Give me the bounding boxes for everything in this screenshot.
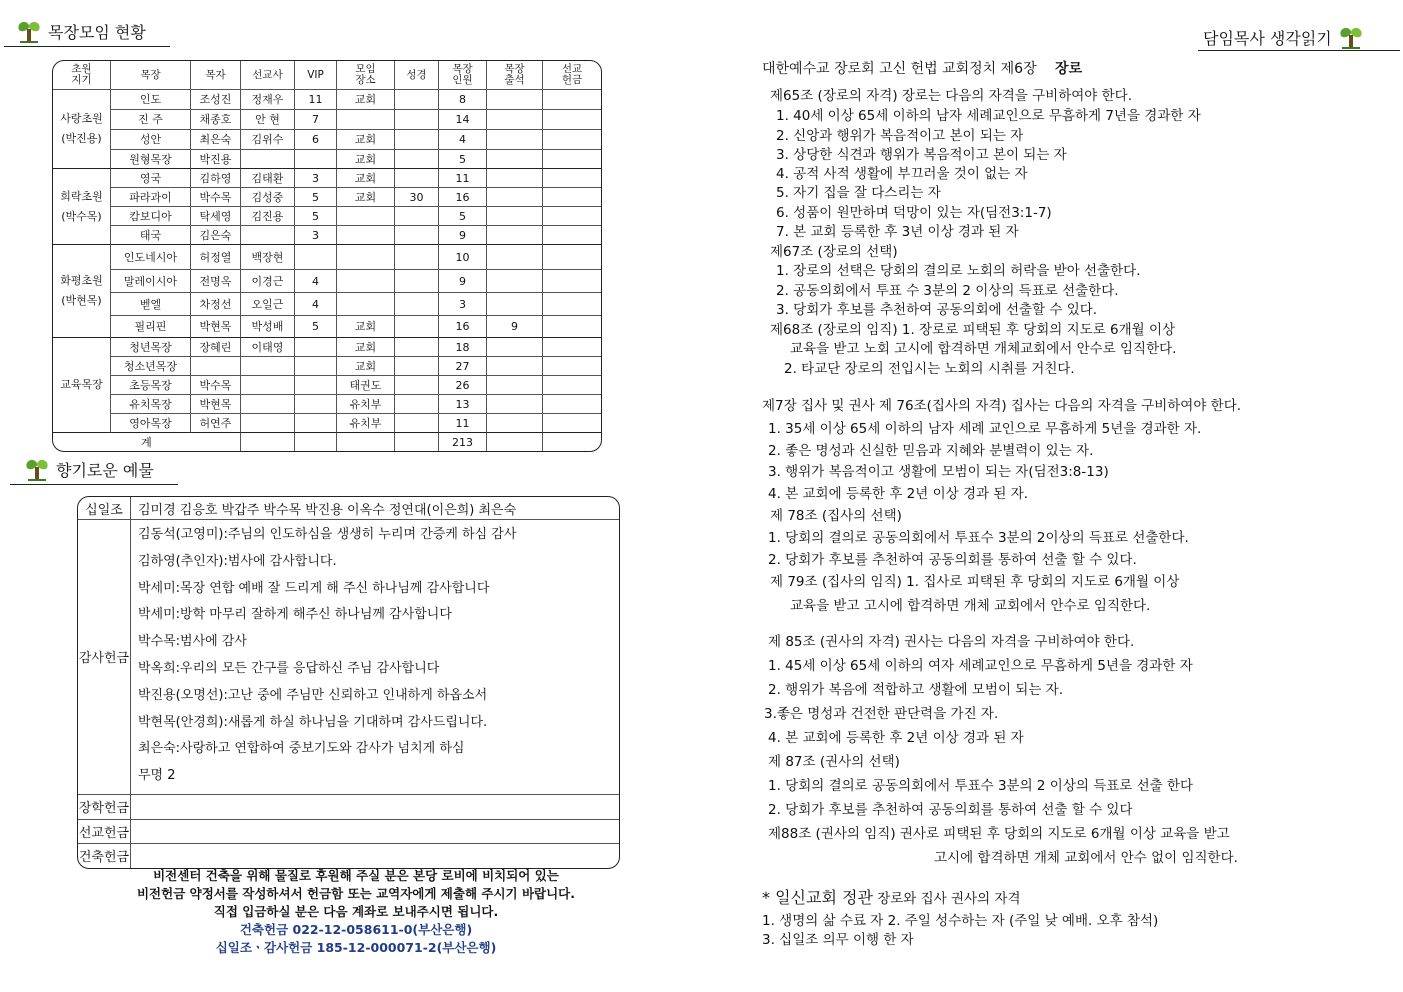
cell-mission-offering	[543, 110, 601, 130]
total-row	[53, 433, 601, 451]
table-row	[53, 395, 601, 414]
table-row	[53, 207, 601, 226]
tree-icon	[1340, 27, 1362, 49]
constitution-line: 교육을 받고 노회 고시에 합격하면 개체교회에서 안수로 임직한다.	[790, 341, 1177, 357]
cell-mokjang: 초등목장	[111, 376, 191, 395]
table-row	[53, 169, 601, 188]
constitution-line: 6. 성품이 원만하며 덕망이 있는 자(딤전3:1-7)	[776, 205, 1052, 221]
cell-place: 교회	[337, 90, 395, 110]
cell-mokja: 박수목	[191, 188, 241, 207]
constitution-line: 3. 당회가 후보를 추천하여 공동의회에 선출할 수 있다.	[776, 302, 1098, 318]
thanks-label: 감사헌금	[78, 520, 131, 795]
cell-attend	[487, 188, 543, 207]
cell-attend	[487, 357, 543, 376]
constitution-line: 7. 본 교회 등록한 후 3년 이상 경과 된 자	[776, 224, 1019, 240]
constitution-line: 2. 신앙과 행위가 복음적이고 본이 되는 자	[776, 128, 1024, 144]
cell-missionary: 정재우	[241, 90, 295, 110]
notice-line: 비전헌금 약정서를 작성하셔서 헌금함 또는 교역자에게 제출해 주시기 바랍니다.	[136, 886, 576, 901]
header-cell: 목장	[111, 61, 191, 90]
cell-mission-offering	[543, 130, 601, 150]
cell-mokjang: 태국	[111, 226, 191, 245]
meeting-table	[52, 60, 602, 452]
list-item: 최은숙:사랑하고 연합하여 중보기도와 감사가 넘치게 하심	[138, 741, 465, 757]
constitution-line: 2. 당회가 후보를 추천하여 공동의회를 통하여 선출 할 수 있다.	[768, 552, 1137, 568]
constitution-line: 제67조 (장로의 선택)	[770, 244, 898, 260]
cell-mokja: 차정선	[191, 293, 241, 316]
cell-mokja: 박현목	[191, 316, 241, 338]
thanks-row	[78, 520, 619, 795]
cell-vip: 4	[295, 293, 337, 316]
title-underline	[10, 484, 178, 485]
constitution-line: 3. 상당한 식견과 행위가 복음적이고 본이 되는 자	[776, 147, 1067, 163]
building-value	[131, 844, 619, 868]
header-cell: VIP	[295, 61, 337, 90]
constitution-line: 1. 당회의 결의로 공동의회에서 투표수 3분의 2 이상의 득표로 선출 한다	[768, 778, 1194, 794]
cell-mission-offering	[543, 376, 601, 395]
cell-mokjang: 원형목장	[111, 150, 191, 169]
table-row	[53, 188, 601, 207]
cell-missionary: 김성중	[241, 188, 295, 207]
cell-place	[337, 293, 395, 316]
cell-vip: 3	[295, 226, 337, 245]
building-row	[78, 844, 619, 868]
cell-members: 26	[439, 376, 487, 395]
cell-mokja: 장혜린	[191, 338, 241, 357]
cell-attend	[487, 169, 543, 188]
cell-mokja: 박진용	[191, 150, 241, 169]
cell-mokja: 박현목	[191, 395, 241, 414]
cell-place: 교회	[337, 338, 395, 357]
list-item: 박진용(오명선):고난 중에 주님만 신뢰하고 인내하게 하옵소서	[138, 687, 488, 703]
group-name: 사랑초원 (박진용)	[53, 90, 111, 169]
constitution-line: 1. 장로의 선택은 당회의 결의로 노회의 허락을 받아 선출한다.	[776, 263, 1141, 279]
constitution-line: 2. 타교단 장로의 전입시는 노회의 시취를 거친다.	[784, 361, 1075, 377]
notice-line: 직접 입금하실 분은 다음 계좌로 보내주시면 됩니다.	[213, 904, 499, 919]
constitution-line: 제68조 (장로의 임직) 1. 장로로 피택된 후 당회의 지도로 6개월 이상	[770, 322, 1176, 338]
cell-place: 교회	[337, 188, 395, 207]
cell-missionary: 이태영	[241, 338, 295, 357]
cell-mokjang: 영국	[111, 169, 191, 188]
cell-bible	[395, 226, 439, 245]
constitution-line: 4. 본 교회에 등록한 후 2년 이상 경과 된 자	[768, 730, 1024, 746]
table-row	[53, 245, 601, 270]
header-cell: 성경	[395, 61, 439, 90]
cell-mokjang: 말레이시아	[111, 270, 191, 293]
cell-mokjang: 인도	[111, 90, 191, 110]
table-row	[53, 150, 601, 169]
cell-place: 교회	[337, 316, 395, 338]
cell-place	[337, 110, 395, 130]
cell-bible	[395, 414, 439, 433]
cell-mokja: 채종호	[191, 110, 241, 130]
cell-missionary: 김진용	[241, 207, 295, 226]
cell-place	[337, 226, 395, 245]
cell-mokjang: 영아목장	[111, 414, 191, 433]
cell-vip	[295, 376, 337, 395]
cell-place	[337, 207, 395, 226]
cell-missionary	[241, 414, 295, 433]
offering-table	[77, 496, 620, 869]
thanks-list	[131, 520, 619, 795]
constitution-line: 교육을 받고 고시에 합격하면 개체 교회에서 안수로 임직한다.	[790, 598, 1151, 614]
cell-missionary: 오일근	[241, 293, 295, 316]
cell-attend	[487, 130, 543, 150]
cell-attend	[487, 376, 543, 395]
account-building: 건축헌금 022-12-058611-0(부산은행)	[239, 922, 473, 937]
cell-vip	[295, 150, 337, 169]
cell-bible: 30	[395, 188, 439, 207]
constitution-heading	[762, 60, 1082, 79]
mission-value	[131, 820, 619, 844]
list-item: 박현목(안경희):새롭게 하실 하나님을 기대하며 감사드립니다.	[138, 714, 488, 730]
constitution-line: 제7장 집사 및 권사 제 76조(집사의 자격) 집사는 다음의 자격을 구비하여야 한다.	[762, 398, 1242, 414]
cell-mokja: 조성진	[191, 90, 241, 110]
cell-mission-offering	[543, 316, 601, 338]
heading-text: 대한예수교 장로회 고신 헌법 교회정치 제6장	[762, 61, 1037, 77]
cell-missionary: 김위수	[241, 130, 295, 150]
header-cell: 선교사	[241, 61, 295, 90]
meeting-status-title-text: 목장모임 현황	[48, 23, 146, 42]
cell-mission-offering	[543, 226, 601, 245]
cell-mokja	[191, 357, 241, 376]
table-row	[53, 90, 601, 110]
cell-bible	[395, 207, 439, 226]
header-cell: 선교 헌금	[543, 61, 601, 90]
cell-vip	[295, 357, 337, 376]
cell-attend	[487, 395, 543, 414]
cell-missionary	[241, 376, 295, 395]
account-tithe: 십일조ㆍ감사헌금 185-12-000071-2(부산은행)	[215, 940, 497, 955]
list-item: 박수목:범사에 감사	[138, 634, 247, 650]
summary-line: 3. 십일조 의무 이행 한 자	[762, 932, 914, 948]
constitution-line: 3. 행위가 복음적이고 생활에 모범이 되는 자(딤전3:8-13)	[768, 464, 1109, 480]
cell-vip	[295, 245, 337, 270]
cell-mission-offering	[543, 414, 601, 433]
mission-row	[78, 820, 619, 844]
scholarship-row	[78, 795, 619, 820]
constitution-line: 4. 공적 사적 생활에 부끄러울 것이 없는 자	[776, 166, 1028, 182]
header-cell: 모임 장소	[337, 61, 395, 90]
constitution-line: 제65조 (장로의 자격) 장로는 다음의 자격을 구비하여야 한다.	[770, 88, 1132, 104]
cell-vip: 5	[295, 207, 337, 226]
cell-mokjang: 캄보디아	[111, 207, 191, 226]
scholarship-label: 장학헌금	[78, 795, 131, 820]
constitution-line: 5. 자기 집을 잘 다스리는 자	[776, 185, 941, 201]
total-empty	[295, 433, 337, 451]
table-row	[53, 226, 601, 245]
cell-missionary: 김태환	[241, 169, 295, 188]
offering-title	[26, 458, 154, 481]
notice-line: 비전센터 건축을 위해 물질로 후원해 주실 분은 본당 로비에 비치되어 있는	[153, 868, 559, 883]
cell-mission-offering	[543, 357, 601, 376]
cell-bible	[395, 293, 439, 316]
cell-mokja: 전명옥	[191, 270, 241, 293]
summary-line: 1. 생명의 삶 수료 자 2. 주일 성수하는 자 (주일 낮 예배. 오후 참석)	[762, 913, 1159, 929]
cell-vip	[295, 414, 337, 433]
cell-place: 교회	[337, 130, 395, 150]
cell-mokja: 김하영	[191, 169, 241, 188]
cell-mission-offering	[543, 293, 601, 316]
cell-missionary	[241, 395, 295, 414]
table-row	[53, 110, 601, 130]
constitution-line: 제 87조 (권사의 선택)	[768, 754, 900, 770]
cell-mission-offering	[543, 150, 601, 169]
cell-bible	[395, 150, 439, 169]
cell-attend	[487, 90, 543, 110]
cell-mission-offering	[543, 245, 601, 270]
cell-attend	[487, 226, 543, 245]
cell-mission-offering	[543, 270, 601, 293]
total-label: 계	[53, 433, 241, 451]
cell-place	[337, 270, 395, 293]
group-name: 희락초원 (박수목)	[53, 169, 111, 245]
constitution-line: 제 78조 (집사의 선택)	[770, 508, 902, 524]
cell-mokja: 박수목	[191, 376, 241, 395]
offering-title-text: 향기로운 예물	[56, 461, 154, 480]
cell-vip: 3	[295, 169, 337, 188]
group-name: 화평초원 (박현목)	[53, 245, 111, 338]
cell-mokjang: 벧엘	[111, 293, 191, 316]
tithe-row	[78, 497, 619, 520]
cell-members: 11	[439, 169, 487, 188]
cell-bible	[395, 130, 439, 150]
cell-attend	[487, 150, 543, 169]
cell-mokjang: 필리핀	[111, 316, 191, 338]
summary-title-rest: 장로와 집사 권사의 자격	[872, 891, 1021, 907]
cell-bible	[395, 90, 439, 110]
tithe-label: 십일조	[78, 497, 131, 520]
mission-label: 선교헌금	[78, 820, 131, 844]
cell-place: 교회	[337, 357, 395, 376]
cell-members: 11	[439, 414, 487, 433]
table-row	[53, 376, 601, 395]
list-item: 김동석(고영미):주님의 인도하심을 생생히 누리며 간증케 하심 감사	[138, 527, 517, 542]
total-empty	[337, 433, 395, 451]
constitution-line: 2. 좋은 명성과 신실한 믿음과 지혜와 분별력이 있는 자.	[768, 443, 1094, 459]
table-row	[53, 316, 601, 338]
cell-mokja: 최은숙	[191, 130, 241, 150]
cell-vip: 5	[295, 188, 337, 207]
cell-vip: 4	[295, 270, 337, 293]
cell-members: 27	[439, 357, 487, 376]
cell-members: 16	[439, 316, 487, 338]
cell-place	[337, 245, 395, 270]
list-item: 박세미:목장 연합 예배 잘 드리게 해 주신 하나님께 감사합니다	[138, 580, 490, 596]
cell-members: 4	[439, 130, 487, 150]
title-underline	[1198, 50, 1400, 51]
list-item: 무명 2	[138, 768, 176, 784]
header-cell: 목자	[191, 61, 241, 90]
cell-attend	[487, 293, 543, 316]
tithe-names: 김미경 김응호 박갑주 박수목 박진용 이옥수 정연대(이은희) 최은숙	[131, 497, 619, 520]
cell-members: 9	[439, 226, 487, 245]
cell-missionary	[241, 226, 295, 245]
cell-mokjang: 청소년목장	[111, 357, 191, 376]
cell-mokjang: 파라과이	[111, 188, 191, 207]
summary-title	[762, 888, 1021, 909]
header-cell: 목장 인원	[439, 61, 487, 90]
cell-attend	[487, 338, 543, 357]
cell-missionary: 이경근	[241, 270, 295, 293]
table-row	[53, 130, 601, 150]
constitution-line: 제88조 (권사의 임직) 권사로 피택된 후 당회의 지도로 6개월 이상 교육을 받고	[768, 826, 1230, 842]
table-row	[53, 270, 601, 293]
cell-members: 18	[439, 338, 487, 357]
table-row	[53, 357, 601, 376]
cell-place: 유치부	[337, 395, 395, 414]
cell-mokjang: 인도네시아	[111, 245, 191, 270]
cell-place: 태권도	[337, 376, 395, 395]
cell-bible	[395, 376, 439, 395]
cell-mokjang: 성안	[111, 130, 191, 150]
cell-mission-offering	[543, 169, 601, 188]
constitution-line: 고시에 합격하면 개체 교회에서 안수 없이 임직한다.	[934, 850, 1238, 866]
table-row	[53, 338, 601, 357]
cell-place: 교회	[337, 169, 395, 188]
cell-members: 10	[439, 245, 487, 270]
cell-missionary: 박성배	[241, 316, 295, 338]
constitution-line: 2. 공동의회에서 투표 수 3분의 2 이상의 득표로 선출한다.	[776, 283, 1119, 299]
header-cell: 목장 출석	[487, 61, 543, 90]
building-label: 건축헌금	[78, 844, 131, 868]
cell-mokjang: 진 주	[111, 110, 191, 130]
cell-members: 5	[439, 150, 487, 169]
tree-icon	[26, 459, 48, 481]
cell-place: 교회	[337, 150, 395, 169]
meeting-status-title	[18, 20, 146, 43]
cell-mokjang: 유치목장	[111, 395, 191, 414]
cell-missionary	[241, 357, 295, 376]
constitution-line: 4. 본 교회에 등록한 후 2년 이상 경과 된 자.	[768, 486, 1028, 502]
cell-attend: 9	[487, 316, 543, 338]
cell-mission-offering	[543, 90, 601, 110]
constitution-line: 1. 35세 이상 65세 이하의 남자 세례 교인으로 무흠하게 5년을 경과한 자.	[768, 421, 1202, 437]
pastor-column-title-text: 담임목사 생각읽기	[1203, 29, 1332, 48]
constitution-line: 3.좋은 명성과 건전한 판단력을 가진 자.	[764, 706, 999, 722]
scholarship-value	[131, 795, 619, 820]
cell-members: 9	[439, 270, 487, 293]
cell-attend	[487, 207, 543, 226]
cell-attend	[487, 110, 543, 130]
cell-members: 14	[439, 110, 487, 130]
cell-vip	[295, 395, 337, 414]
total-empty	[487, 433, 543, 451]
constitution-line: 제 79조 (집사의 임직) 1. 집사로 피택된 후 당회의 지도로 6개월 이상	[770, 574, 1180, 590]
total-empty	[241, 433, 295, 451]
cell-attend	[487, 414, 543, 433]
constitution-line: 1. 40세 이상 65세 이하의 남자 세례교인으로 무흠하게 7년을 경과한 자	[776, 108, 1201, 124]
cell-bible	[395, 316, 439, 338]
table-row	[53, 414, 601, 433]
cell-members: 13	[439, 395, 487, 414]
cell-bible	[395, 395, 439, 414]
cell-mission-offering	[543, 188, 601, 207]
total-empty	[543, 433, 601, 451]
constitution-line: 1. 당회의 결의로 공동의회에서 투표수 3분의 2이상의 득표로 선출한다.	[768, 530, 1189, 546]
cell-members: 16	[439, 188, 487, 207]
cell-members: 3	[439, 293, 487, 316]
cell-bible	[395, 169, 439, 188]
cell-members: 8	[439, 90, 487, 110]
cell-bible	[395, 357, 439, 376]
heading-bold: 장로	[1055, 61, 1083, 77]
list-item: 박세미:방학 마무리 잘하게 해주신 하나님께 감사합니다	[138, 607, 452, 623]
cell-attend	[487, 245, 543, 270]
group-name: 교육목장	[53, 338, 111, 433]
cell-vip: 5	[295, 316, 337, 338]
cell-bible	[395, 110, 439, 130]
cell-vip	[295, 338, 337, 357]
table-row	[53, 293, 601, 316]
cell-mokjang: 청년목장	[111, 338, 191, 357]
cell-bible	[395, 338, 439, 357]
cell-mokja: 탁세영	[191, 207, 241, 226]
title-underline	[4, 46, 170, 47]
cell-missionary: 안 현	[241, 110, 295, 130]
pastor-column-title	[1203, 26, 1362, 49]
cell-bible	[395, 270, 439, 293]
list-item: 박옥희:우리의 모든 간구를 응답하신 주님 감사합니다	[138, 660, 440, 676]
total-empty	[395, 433, 439, 451]
table-header-row	[53, 61, 601, 90]
cell-mokja: 김은숙	[191, 226, 241, 245]
list-item: 김하영(추인자):범사에 감사합니다.	[138, 553, 337, 569]
cell-vip: 6	[295, 130, 337, 150]
total-members: 213	[439, 433, 487, 451]
building-notice	[52, 867, 660, 957]
cell-vip: 11	[295, 90, 337, 110]
cell-mokja: 허정열	[191, 245, 241, 270]
constitution-line: 2. 행위가 복음에 적합하고 생활에 모범이 되는 자.	[768, 682, 1063, 698]
cell-mokja: 허연주	[191, 414, 241, 433]
tree-icon	[18, 21, 40, 43]
cell-mission-offering	[543, 207, 601, 226]
summary-title-big: * 일신교회 정관	[762, 888, 873, 907]
cell-mission-offering	[543, 395, 601, 414]
constitution-line: 1. 45세 이상 65세 이하의 여자 세례교인으로 무흠하게 5년을 경과한 자	[768, 658, 1193, 674]
cell-missionary: 백장현	[241, 245, 295, 270]
cell-vip: 7	[295, 110, 337, 130]
cell-bible	[395, 245, 439, 270]
constitution-line: 제 85조 (권사의 자격) 권사는 다음의 자격을 구비하여야 한다.	[768, 634, 1135, 650]
cell-place: 유치부	[337, 414, 395, 433]
cell-members: 5	[439, 207, 487, 226]
cell-mission-offering	[543, 338, 601, 357]
header-cell: 초원 지기	[53, 61, 111, 90]
cell-attend	[487, 270, 543, 293]
cell-missionary	[241, 150, 295, 169]
constitution-line: 2. 당회가 후보를 추천하여 공동의회를 통하여 선출 할 수 있다	[768, 802, 1133, 818]
